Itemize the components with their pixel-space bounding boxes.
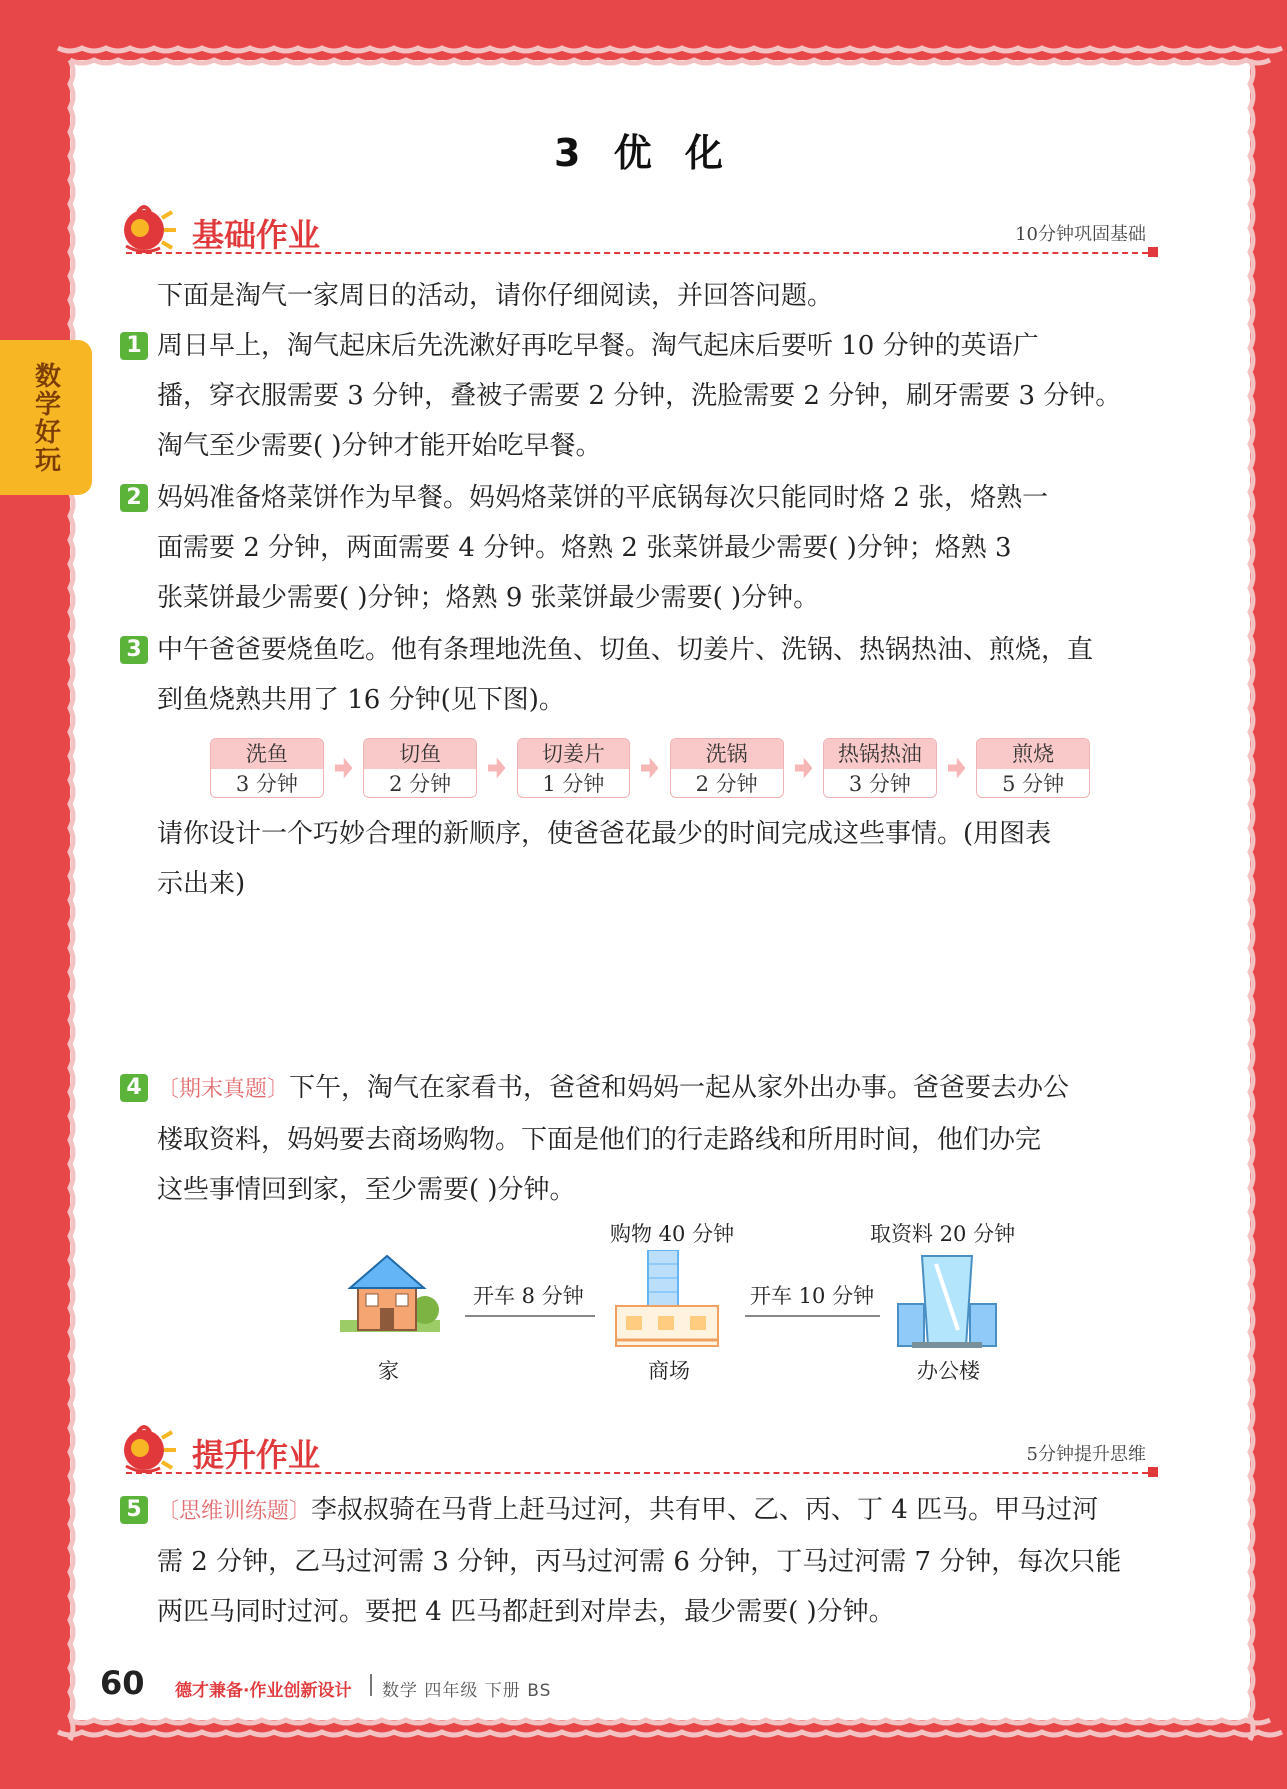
section-header-advanced xyxy=(118,1420,1158,1480)
step-name: 洗鱼 xyxy=(211,739,323,769)
step-time: 1 分钟 xyxy=(542,772,605,796)
home-label: 家 xyxy=(378,1359,399,1383)
step-time: 3 分钟 xyxy=(848,772,911,796)
arrow-right-icon xyxy=(335,756,352,780)
lightbulb-icon xyxy=(118,200,180,258)
step-time: 2 分钟 xyxy=(695,772,758,796)
arrow-right-icon xyxy=(795,756,812,780)
wavy-line xyxy=(58,48,1282,51)
question-5 xyxy=(157,1485,1157,1637)
question-number: 5 xyxy=(120,1496,148,1524)
mall-label: 商场 xyxy=(648,1359,690,1383)
step-name: 热锅热油 xyxy=(824,739,936,769)
question-line: 需 2 分钟，乙马过河需 3 分钟，丙马过河需 6 分钟，丁马过河需 7 分钟，每次只能 xyxy=(157,1547,1122,1577)
question-line: 淘气至少需要( )分钟才能开始吃早餐。 xyxy=(157,431,602,461)
page-footer xyxy=(100,1664,1100,1704)
wavy-line xyxy=(1250,60,1253,1740)
drive-2-label: 开车 10 分钟 xyxy=(750,1284,875,1308)
step-time: 2 分钟 xyxy=(389,772,452,796)
step-time: 5 分钟 xyxy=(1002,772,1065,796)
page-number: 60 xyxy=(100,1664,145,1702)
divider-end-marker xyxy=(1148,1467,1158,1477)
question-4 xyxy=(157,1063,1157,1215)
divider-end-marker xyxy=(1148,247,1158,257)
section-title: 提升作业 xyxy=(192,1436,321,1474)
question-number: 4 xyxy=(120,1074,148,1102)
question-tag: 〔期末真题〕 xyxy=(157,1077,290,1102)
question-line: 楼取资料，妈妈要去商场购物。下面是他们的行走路线和所用时间，他们办完 xyxy=(157,1125,1042,1155)
question-line: 到鱼烧熟共用了 16 分钟(见下图)。 xyxy=(157,685,565,715)
question-line: 这些事情回到家，至少需要( )分钟。 xyxy=(157,1175,576,1205)
section-title: 基础作业 xyxy=(192,216,321,254)
flow-step xyxy=(363,738,477,798)
drive-1-label: 开车 8 分钟 xyxy=(473,1284,584,1308)
question-line: 妈妈准备烙菜饼作为早餐。妈妈烙菜饼的平底锅每次只能同时烙 2 张，烙熟一 xyxy=(157,483,1049,513)
question-number: 1 xyxy=(120,332,148,360)
footer-meta: 数学 四年级 下册 BS xyxy=(382,1681,552,1701)
step-name: 洗锅 xyxy=(671,739,783,769)
question-3 xyxy=(157,625,1157,725)
footer-separator xyxy=(370,1674,372,1696)
step-time: 3 分钟 xyxy=(235,772,298,796)
office-label: 办公楼 xyxy=(917,1359,980,1383)
question-line-text: 李叔叔骑在马背上赶马过河，共有甲、乙、丙、丁 4 匹马。甲马过河 xyxy=(311,1495,1099,1525)
question-line-text: 下午，淘气在家看书，爸爸和妈妈一起从家外出办事。爸爸要去办公 xyxy=(289,1073,1070,1103)
dashed-divider xyxy=(126,1472,1158,1474)
route-diagram xyxy=(330,1220,1050,1390)
question-number: 2 xyxy=(120,484,148,512)
page-title: 3 优 化 xyxy=(554,131,733,175)
step-name: 切姜片 xyxy=(518,739,630,769)
flow-step xyxy=(517,738,631,798)
question-line: 播，穿衣服需要 3 分钟，叠被子需要 2 分钟，洗脸需要 2 分钟，刷牙需要 3 分钟。 xyxy=(157,381,1122,411)
flow-step xyxy=(210,738,324,798)
question-line: 请你设计一个巧妙合理的新顺序，使爸爸花最少的时间完成这些事情。(用图表 xyxy=(157,819,1052,849)
question-line: 周日早上，淘气起床后先洗漱好再吃早餐。淘气起床后要听 10 分钟的英语广 xyxy=(157,331,1039,361)
arrow-right-icon xyxy=(641,756,658,780)
flow-step xyxy=(976,738,1090,798)
side-tab-label: 数学好玩 xyxy=(30,361,61,474)
footer-brand: 德才兼备·作业创新设计 xyxy=(175,1681,352,1701)
office-building-icon xyxy=(892,1250,1002,1350)
process-flow xyxy=(210,736,1090,800)
question-line xyxy=(157,1063,1157,1115)
flow-step xyxy=(670,738,784,798)
question-3-task xyxy=(157,809,1157,909)
wavy-line xyxy=(58,1732,1282,1735)
lightbulb-icon xyxy=(118,1420,180,1478)
mall-icon xyxy=(612,1250,722,1350)
shopping-time-label: 购物 40 分钟 xyxy=(610,1222,735,1246)
dashed-divider xyxy=(126,252,1158,254)
question-tag: 〔思维训练题〕 xyxy=(157,1499,312,1524)
step-name: 切鱼 xyxy=(364,739,476,769)
arrow-right-icon xyxy=(948,756,965,780)
wavy-line xyxy=(70,1720,1270,1723)
house-icon xyxy=(340,1250,440,1340)
question-line: 示出来) xyxy=(157,869,246,899)
question-number: 3 xyxy=(120,636,148,664)
question-line: 中午爸爸要烧鱼吃。他有条理地洗鱼、切鱼、切姜片、洗锅、热锅热油、煎烧，直 xyxy=(157,635,1094,665)
flow-step xyxy=(823,738,937,798)
side-tab xyxy=(0,340,92,495)
section-header-basic xyxy=(118,200,1158,260)
question-1 xyxy=(157,321,1157,471)
intro-text: 下面是淘气一家周日的活动，请你仔细阅读，并回答问题。 xyxy=(157,281,834,311)
question-line: 面需要 2 分钟，两面需要 4 分钟。烙熟 2 张菜饼最少需要( )分钟；烙熟 3 xyxy=(157,533,1012,563)
question-line xyxy=(157,1485,1157,1537)
road-line xyxy=(465,1315,595,1317)
step-name: 煎烧 xyxy=(977,739,1089,769)
question-line: 张菜饼最少需要( )分钟；烙熟 9 张菜饼最少需要( )分钟。 xyxy=(157,583,820,613)
road-line xyxy=(745,1315,880,1317)
question-2 xyxy=(157,473,1157,623)
fetch-time-label: 取资料 20 分钟 xyxy=(870,1222,1016,1246)
arrow-right-icon xyxy=(488,756,505,780)
section-note: 5分钟提升思维 xyxy=(1026,1444,1146,1465)
question-line: 两匹马同时过河。要把 4 匹马都赶到对岸去，最少需要( )分钟。 xyxy=(157,1597,895,1627)
section-note: 10分钟巩固基础 xyxy=(1015,224,1146,245)
